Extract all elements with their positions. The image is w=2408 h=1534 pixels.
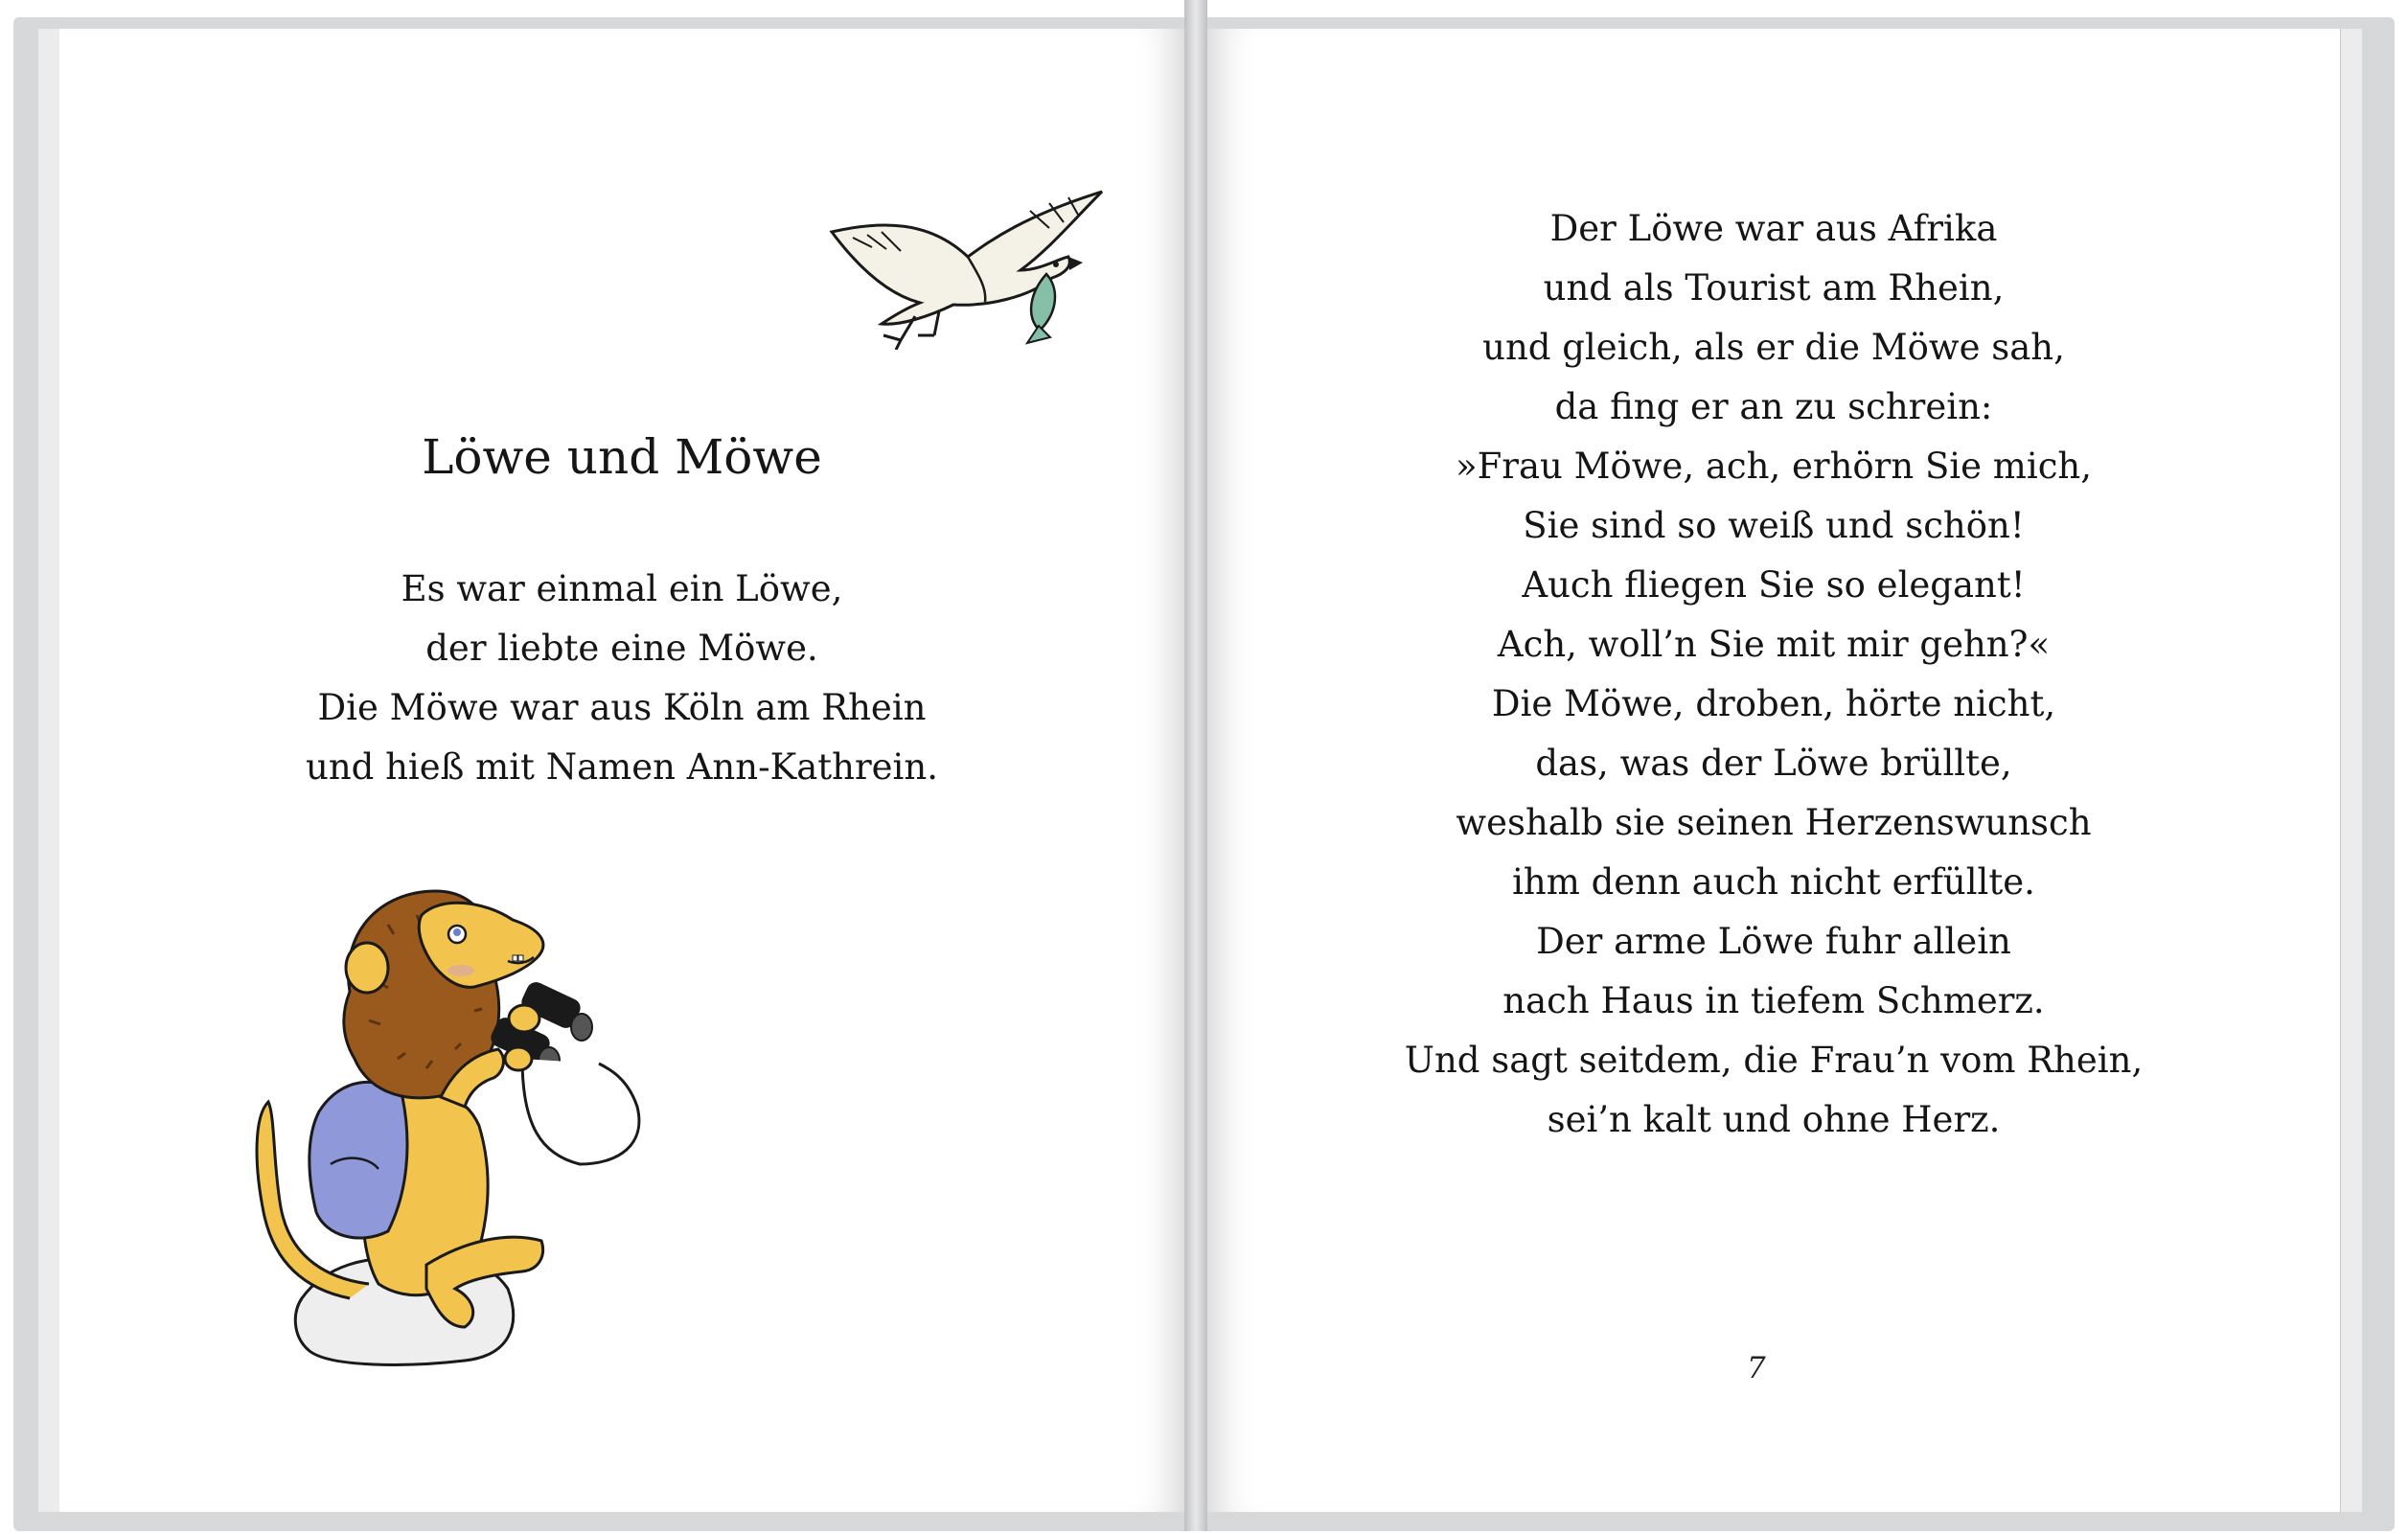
- poem-line: Die Möwe war aus Köln am Rhein: [317, 687, 927, 728]
- poem-line: Die Möwe, droben, hörte nicht,: [1491, 683, 2056, 724]
- right-page-edges: [2340, 29, 2362, 1512]
- poem-line: Sie sind so weiß und schön!: [1523, 505, 2025, 546]
- poem-stanza-left: [59, 560, 1184, 797]
- poem-line: und als Tourist am Rhein,: [1543, 267, 2005, 309]
- poem-line: Der arme Löwe fuhr allein: [1536, 921, 2011, 962]
- poem-line: Der Löwe war aus Afrika: [1549, 208, 1998, 249]
- poem-line: Ach, woll’n Sie mit mir gehn?«: [1497, 624, 2051, 665]
- poem-line: Und sagt seitdem, die Frau’n vom Rhein,: [1404, 1040, 2144, 1081]
- poem-stanza-right: [1207, 199, 2340, 1150]
- book-spine-gutter: [1184, 0, 1207, 1531]
- poem-line: ihm denn auch nicht erfüllte.: [1512, 861, 2035, 903]
- poem-line: nach Haus in tiefem Schmerz.: [1502, 980, 2045, 1021]
- seagull-illustration: [824, 182, 1112, 350]
- left-page-edges: [38, 29, 60, 1512]
- poem-line: und hieß mit Namen Ann-Kathrein.: [306, 746, 938, 788]
- page-number: 7: [1747, 1351, 1766, 1385]
- poem-line: das, was der Löwe brüllte,: [1535, 743, 2012, 784]
- poem-line: der liebte eine Möwe.: [425, 628, 818, 669]
- poem-line: weshalb sie seinen Herzenswunsch: [1456, 802, 2092, 843]
- poem-line: da fing er an zu schrein:: [1554, 386, 1993, 427]
- lion-illustration: [235, 877, 685, 1370]
- poem-line: »Frau Möwe, ach, erhörn Sie mich,: [1455, 446, 2093, 487]
- poem-line: sei’n kalt und ohne Herz.: [1547, 1099, 2001, 1140]
- poem-line: Es war einmal ein Löwe,: [401, 568, 843, 609]
- poem-line: und gleich, als er die Möwe sah,: [1482, 327, 2065, 368]
- poem-title: Löwe und Möwe: [422, 429, 822, 485]
- poem-line: Auch fliegen Sie so elegant!: [1522, 564, 2026, 606]
